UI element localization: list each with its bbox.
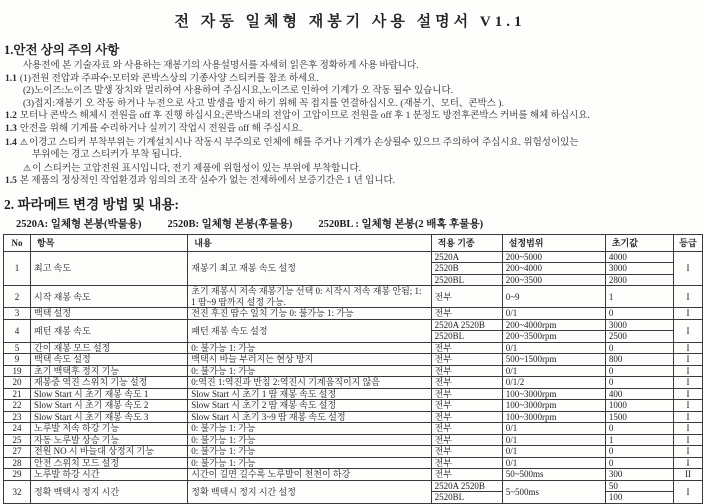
table-row	[4, 319, 703, 331]
table-header-row	[4, 234, 703, 251]
parameter-table	[3, 234, 703, 504]
cell-item: Slow Start 시 초기 재봉 속도 1	[31, 388, 188, 400]
table-head	[4, 234, 703, 251]
cell-no: 32	[4, 480, 31, 503]
cell-range: 200~4000	[502, 263, 605, 275]
cell-item: 초기 백택후 정지 기능	[31, 365, 188, 377]
safety-line-text: 부위에는 경고 스티커가 부착 됩니다.	[32, 150, 182, 161]
cell-no: 1	[4, 251, 31, 286]
cell-item: 노루발 하강 시간	[31, 469, 188, 481]
cell-model: 전부	[431, 388, 502, 400]
table-row	[4, 411, 703, 423]
table-row	[4, 251, 703, 263]
cell-range: 200~3500	[502, 274, 605, 286]
col-header: 설정범위	[502, 234, 605, 251]
cell-model: 전부	[431, 469, 502, 481]
cell-model: 전부	[431, 342, 502, 354]
cell-no: 5	[4, 342, 31, 354]
safety-line-text: 안전을 위해 기계를 수리하거나 실끼기 작업시 전원을 off 해 주십시요.	[19, 123, 303, 134]
cell-item: 안전 스위치 모드 설정	[31, 457, 188, 469]
cell-range: 200~4000rpm	[502, 319, 605, 331]
cell-range: 0/1	[502, 365, 605, 377]
cell-grade: I	[673, 354, 702, 366]
safety-line-text: (1)전원 전압과 주파수:모터와 콘박스상의 기종사양 스티커를 참조 하세요.	[19, 73, 319, 84]
cell-model: 2520A 2520B	[431, 319, 502, 331]
table-row	[4, 457, 703, 469]
cell-grade: I	[673, 400, 702, 412]
safety-line	[2, 60, 698, 73]
clause-number: 1.5	[5, 176, 17, 187]
cell-model: 전부	[431, 457, 502, 469]
cell-initial: 2800	[605, 274, 673, 286]
safety-line-text: 본 제품의 정상적인 작업환경과 임의의 조작 실수가 없는 전제하에서 보증기간은 1 년 입니다.	[19, 176, 396, 187]
cell-initial: 800	[605, 354, 673, 366]
cell-item: 최고 속도	[31, 251, 188, 286]
cell-no: 23	[4, 411, 31, 423]
col-header: 초기값	[605, 234, 673, 251]
table-row	[4, 342, 703, 354]
cell-range: 0/1/2	[502, 377, 605, 389]
cell-initial: 4000	[605, 251, 673, 263]
cell-initial: 400	[605, 388, 673, 400]
cell-range: 100~3000rpm	[502, 411, 605, 423]
section2-heading: 2. 파라메트 변경 방법 및 내용:	[4, 196, 179, 212]
cell-model: 전부	[431, 377, 502, 389]
cell-no: 28	[4, 457, 31, 469]
safety-line-text: 모터나 콘박스 해체시 전원을 off 후 진행 하십시요;콘박스내의 전압이 고압이므로 전원을 off 후 1 분정도 방전후콘박스 커버를 해체 하십시요.	[19, 111, 590, 122]
cell-range: 200~3500rpm	[502, 331, 605, 343]
cell-initial: 3000	[605, 263, 673, 275]
cell-model: 2520B	[431, 263, 502, 275]
cell-range: 50~500ms	[502, 469, 605, 481]
cell-desc: 백택시 바늘 부러지는 현상 방지	[188, 354, 431, 366]
cell-desc: Slow Start 시 초기 2 땀 재봉 속도 설정	[188, 400, 431, 412]
cell-model: 2520BL	[431, 274, 502, 286]
safety-line-text: 이경고 스티커 부착부위는 기계설치시나 작동시 부주의로 인체에 해를 주거나 기계가 손상될수 있으므 주의하여 주십시요. 위험성이있는	[28, 137, 579, 148]
cell-grade: I	[673, 423, 702, 435]
cell-grade: I	[673, 251, 702, 286]
cell-no: 3	[4, 308, 31, 320]
cell-desc: 0: 불가능 1: 가능	[188, 365, 431, 377]
clause-number: 1.3	[5, 123, 17, 134]
cell-no: 25	[4, 434, 31, 446]
cell-model: 전부	[431, 411, 502, 423]
cell-initial: 0	[605, 342, 673, 354]
cell-range: 5~500ms	[502, 480, 605, 503]
safety-line	[2, 85, 698, 98]
cell-grade: I	[673, 411, 702, 423]
cell-model: 전부	[431, 400, 502, 412]
cell-grade: I	[673, 319, 702, 342]
cell-grade: I	[673, 457, 702, 469]
cell-item: 정확 백택시 정지 시간	[31, 480, 188, 503]
cell-desc: 재봉기 최고 재봉 속도 설정	[188, 251, 431, 286]
safety-line-text: (3)접지:재봉기 오 작동 하거나 누전으로 사고 발생을 방지 하기 위해 꼭 접지를 연결하십시오. (재봉기、모터、콘박스 ).	[23, 98, 504, 109]
cell-no: 27	[4, 446, 31, 458]
safety-line	[2, 110, 698, 123]
cell-initial: 0	[605, 365, 673, 377]
cell-item: 패턴 재봉 속도	[31, 319, 188, 342]
safety-line-text: (2)노이즈:노이즈 발생 장치와 멀리하여 사용하여 주십시요,노이즈로 인하여 기계가 오 작동 될수 있습니다.	[23, 86, 454, 97]
document-title: 전 자동 일체형 재봉기 사용 설명서 V1.1	[174, 14, 526, 30]
cell-desc: 시간이 길면 길수록 노루발이 천천이 하강	[188, 469, 431, 481]
table-row	[4, 286, 703, 308]
cell-grade: I	[673, 342, 702, 354]
table-row	[4, 469, 703, 481]
cell-model: 2520BL	[431, 492, 502, 504]
cell-item: 시작 재봉 속도	[31, 286, 188, 308]
table-row	[4, 377, 703, 389]
table-row	[4, 446, 703, 458]
cell-initial: 1500	[605, 411, 673, 423]
cell-grade: I	[673, 377, 702, 389]
model-legend-bl: 2520BL : 일체형 본봉(2 배혹 후물용)	[318, 218, 484, 230]
cell-item: 재봉중 역진 스위치 기능 설정	[31, 377, 188, 389]
safety-line	[2, 123, 698, 136]
cell-item: 간이 재봉 모드 설정	[31, 342, 188, 354]
cell-initial: 50	[605, 480, 673, 492]
col-header: 항목	[31, 234, 188, 251]
warning-icon: ⚠	[19, 136, 28, 147]
cell-desc: 0:역진 1:역진과 반침 2:역진시 기계움직이지 않음	[188, 377, 431, 389]
cell-desc: 0: 불가능 1: 가능	[188, 342, 431, 354]
cell-initial: 100	[605, 492, 673, 504]
cell-desc: 0: 불가능 1: 가능	[188, 434, 431, 446]
table-row	[4, 354, 703, 366]
cell-desc: 전진 후진 땀수 일치 기능 0: 불가능 1: 가능	[188, 308, 431, 320]
cell-initial: 1000	[605, 400, 673, 412]
cell-no: 29	[4, 469, 31, 481]
table-row	[4, 423, 703, 435]
cell-initial: 1	[605, 286, 673, 308]
cell-initial: 0	[605, 457, 673, 469]
cell-desc: 0: 불가능 1: 가능	[188, 446, 431, 458]
table-body	[4, 251, 703, 503]
cell-grade: I	[673, 365, 702, 377]
safety-line	[2, 136, 698, 150]
cell-range: 0/1	[502, 457, 605, 469]
clause-number: 1.2	[5, 111, 17, 122]
cell-initial: 0	[605, 377, 673, 389]
cell-no: 2	[4, 286, 31, 308]
col-header: No	[4, 234, 31, 251]
table-row	[4, 480, 703, 492]
cell-desc: Slow Start 시 초기 1 땀 재봉 속도 설정	[188, 388, 431, 400]
section1-heading: 1.안전 상의 주의 사항	[4, 43, 120, 57]
cell-desc: 0: 불가능 1: 가능	[188, 457, 431, 469]
cell-item: 노루발 저속 하강 기능	[31, 423, 188, 435]
cell-range: 0/1	[502, 423, 605, 435]
cell-item: 전원 NO 시 바늘대 상정지 기능	[31, 446, 188, 458]
cell-range: 100~3000rpm	[502, 388, 605, 400]
warning-icon: ⚠	[23, 162, 32, 173]
safety-line	[2, 162, 698, 176]
safety-line-text: 이 스티커는 고압전원 표시입니다, 전기 제품에 위험성이 있는 부위에 부착합니다.	[32, 163, 362, 174]
cell-model: 전부	[431, 354, 502, 366]
safety-line	[2, 98, 698, 111]
cell-no: 24	[4, 423, 31, 435]
cell-item: Slow Start 시 초기 재봉 속도 3	[31, 411, 188, 423]
cell-desc: 패턴 재봉 속도 설정	[188, 319, 431, 342]
cell-model: 전부	[431, 423, 502, 435]
cell-grade: I	[673, 480, 702, 503]
clause-number: 1.4	[5, 137, 17, 148]
cell-item: 백택 속도 설정	[31, 354, 188, 366]
model-legend-a: 2520A: 일체형 본봉(박물용)	[16, 218, 142, 230]
cell-no: 22	[4, 400, 31, 412]
cell-no: 19	[4, 365, 31, 377]
cell-model: 전부	[431, 286, 502, 308]
cell-no: 4	[4, 319, 31, 342]
cell-range: 0/1	[502, 342, 605, 354]
cell-initial: 3000	[605, 319, 673, 331]
safety-line	[2, 73, 698, 86]
cell-grade: II	[673, 469, 702, 481]
cell-no: 9	[4, 354, 31, 366]
safety-line	[2, 175, 698, 188]
cell-initial: 0	[605, 423, 673, 435]
model-legend	[16, 216, 698, 231]
cell-no: 21	[4, 388, 31, 400]
cell-model: 2520BL	[431, 331, 502, 343]
col-header: 내용	[188, 234, 431, 251]
cell-range: 200~5000	[502, 251, 605, 263]
clause-number: 1.1	[5, 73, 17, 84]
safety-line	[2, 149, 698, 162]
cell-item: 백택 설정	[31, 308, 188, 320]
cell-desc: Slow Start 시 초기 3~9 땀 재봉 속도 설정	[188, 411, 431, 423]
col-header: 적용 기종	[431, 234, 502, 251]
table-row	[4, 308, 703, 320]
cell-initial: 300	[605, 469, 673, 481]
cell-model: 2520A 2520B	[431, 480, 502, 492]
cell-model: 2520A	[431, 251, 502, 263]
table-row	[4, 365, 703, 377]
model-legend-b: 2520B: 일체형 본봉(후물용)	[167, 218, 293, 230]
cell-desc: 0: 불가능 1: 가능	[188, 423, 431, 435]
cell-model: 전부	[431, 365, 502, 377]
cell-item: Slow Start 시 초기 재봉 속도 2	[31, 400, 188, 412]
cell-model: 전부	[431, 434, 502, 446]
cell-grade: I	[673, 434, 702, 446]
cell-range: 500~1500rpm	[502, 354, 605, 366]
safety-lines	[2, 60, 698, 188]
cell-grade: I	[673, 388, 702, 400]
table-row	[4, 400, 703, 412]
cell-grade: I	[673, 308, 702, 320]
cell-no: 20	[4, 377, 31, 389]
cell-item: 자동 노루발 상승 기능	[31, 434, 188, 446]
cell-desc: 초기 재봉시 저속 재봉기능 선택 0: 시작시 저속 재봉 안됨; 1: 1 땀~9 땀까지 설정 가능.	[188, 286, 431, 308]
cell-range: 0/1	[502, 446, 605, 458]
safety-line-text: 사용전에 본 기술자료 와 사용하는 재봉기의 사용설명서를 자세히 읽은후 정확하게 사용 바랍니다.	[23, 61, 419, 71]
col-header: 등급	[673, 234, 702, 251]
cell-initial: 0	[605, 308, 673, 320]
cell-initial: 1	[605, 434, 673, 446]
cell-range: 0/1	[502, 308, 605, 320]
table-row	[4, 388, 703, 400]
cell-model: 전부	[431, 446, 502, 458]
cell-grade: I	[673, 286, 702, 308]
cell-desc: 정확 백택시 정지 시간 설정	[188, 480, 431, 503]
cell-range: 100~3000rpm	[502, 400, 605, 412]
cell-initial: 2500	[605, 331, 673, 343]
cell-grade: I	[673, 446, 702, 458]
cell-initial: 0	[605, 446, 673, 458]
cell-model: 전부	[431, 308, 502, 320]
cell-range: 0/1	[502, 434, 605, 446]
cell-range: 0~9	[502, 286, 605, 308]
table-row	[4, 434, 703, 446]
